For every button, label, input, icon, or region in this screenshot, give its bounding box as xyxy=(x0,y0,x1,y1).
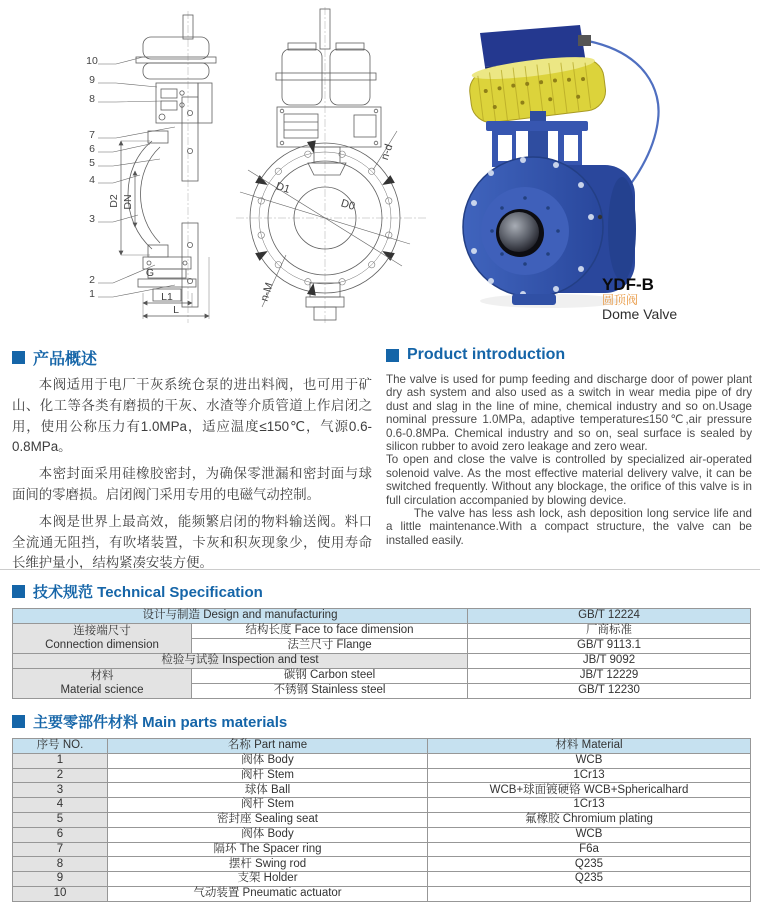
callout-6: 6 xyxy=(89,143,95,155)
blue-square-icon xyxy=(12,715,25,728)
part-no: 5 xyxy=(13,812,108,827)
table-row xyxy=(13,669,751,684)
table-row xyxy=(13,609,751,624)
parts-table xyxy=(12,738,751,902)
parts-title-text: 主要零部件材料 Main parts materials xyxy=(33,714,288,731)
callout-8: 8 xyxy=(89,93,95,105)
part-no: 2 xyxy=(13,768,108,783)
product-photo xyxy=(430,5,760,327)
table-row xyxy=(13,872,751,887)
section-divider xyxy=(0,569,760,570)
part-material: 1Cr13 xyxy=(428,798,751,813)
spec-material-label-en: Material science xyxy=(60,683,144,696)
part-no: 7 xyxy=(13,842,108,857)
tech-spec-table xyxy=(12,608,751,699)
main-parts-materials xyxy=(12,711,751,902)
spec-stainless-steel-label: 不锈钢 Stainless steel xyxy=(192,684,468,699)
part-material: Q235 xyxy=(428,872,751,887)
spec-design-label: 设计与制造 Design and manufacturing xyxy=(13,609,468,624)
part-no: 3 xyxy=(13,783,108,798)
part-name: 支架 Holder xyxy=(108,872,428,887)
blue-square-icon xyxy=(12,585,25,598)
part-material: Q235 xyxy=(428,857,751,872)
spec-connection-label-cn: 连接端尺寸 xyxy=(73,625,131,638)
part-material: F6a xyxy=(428,842,751,857)
callout-numbers xyxy=(86,55,98,300)
side-view-outline xyxy=(128,11,216,323)
part-material: WCB xyxy=(428,827,751,842)
intro-en-paragraph: The valve has less ash lock, ash deposition long service life and a little maintenance.With a compact structure, the valve can be installed easily. xyxy=(386,507,752,547)
callout-3: 3 xyxy=(89,213,95,225)
dim-label-d2: D2 xyxy=(108,194,120,208)
part-no: 8 xyxy=(13,857,108,872)
bottom-tab xyxy=(512,294,556,305)
overview-cn-body xyxy=(12,375,372,574)
model-name-en: Dome Valve xyxy=(602,306,678,322)
dim-label-dn: DN xyxy=(122,194,134,210)
front-view-drawing xyxy=(230,5,440,327)
parts-col-material: 材料 Material xyxy=(428,739,751,754)
table-row xyxy=(13,886,751,901)
tech-spec-title-text: 技术规范 Technical Specification xyxy=(33,584,263,601)
spec-material-label-cn: 材料 xyxy=(90,670,114,683)
callout-4: 4 xyxy=(89,174,95,186)
part-no: 6 xyxy=(13,827,108,842)
dim-label-d1: D1 xyxy=(274,180,292,196)
table-row xyxy=(13,783,751,798)
overview-cn-title xyxy=(12,346,372,369)
dim-label-d0: D0 xyxy=(339,197,357,213)
parts-title xyxy=(12,711,751,732)
spec-inspection-label: 检验与试验 Inspection and test xyxy=(13,654,468,669)
callout-2: 2 xyxy=(89,274,95,286)
dim-label-l1: L1 xyxy=(161,291,173,303)
part-material: WCB+球面镀硬铬 WCB+Sphericalhard xyxy=(428,783,751,798)
spec-flange-value: GB/T 9113.1 xyxy=(468,639,751,654)
part-name: 阀体 Body xyxy=(108,753,428,768)
intro-en-title xyxy=(386,346,752,364)
product-overview-cn xyxy=(12,346,372,574)
table-row xyxy=(13,857,751,872)
parts-col-name: 名称 Part name xyxy=(108,739,428,754)
overview-cn-paragraph: 本阀适用于电厂干灰系统仓泵的进出料阀，也可用于矿山、化工等各类有磨损的干灰、水渣等介质管道上作启闭之用，使用公称压力有1.0MPa，适应温度≤150℃，气源0.6-0.8MPa。 xyxy=(12,377,372,455)
product-introduction-en xyxy=(386,346,752,547)
intro-en-paragraph: The valve is used for pump feeding and discharge door of power plant dry ash system and also used as a switch in wear media pipe of dry dust and slag in the line of mine, chemical industry and so on.Usage nominal pressure 1.0MPa, adaptive temperature≤150℃,air pressure 0.6-0.8MPa. Chemical industry and so on, seal surface is sealed by silicon rubber to avoid zero leakage and zero wear. xyxy=(386,373,752,454)
table-header-row xyxy=(13,739,751,754)
table-row xyxy=(13,798,751,813)
table-row xyxy=(13,827,751,842)
spec-connection-label xyxy=(13,624,192,654)
overview-cn-title-text: 产品概述 xyxy=(33,351,98,368)
callout-leaders xyxy=(98,57,175,297)
part-no: 10 xyxy=(13,886,108,901)
dim-label-g: G xyxy=(145,267,155,279)
dim-label-nm: n-M xyxy=(258,281,276,303)
table-row xyxy=(13,654,751,669)
photo-caption xyxy=(602,275,677,322)
part-material xyxy=(428,886,751,901)
part-name: 隔环 The Spacer ring xyxy=(108,842,428,857)
spec-connection-label-en: Connection dimension xyxy=(45,638,159,651)
spec-stainless-steel-value: GB/T 12230 xyxy=(468,684,751,699)
overview-cn-paragraph: 本阀是世界上最高效，能频繁启闭的物料输送阀。料口全流通无阻挡，有吹堵装置，卡灰和积灰现象少，使用寿命长维护量小，结构紧凑安装方便。 xyxy=(12,513,372,571)
part-material: 1Cr13 xyxy=(428,768,751,783)
part-no: 1 xyxy=(13,753,108,768)
model-label: YDF-B xyxy=(602,275,654,294)
intro-en-body xyxy=(386,373,752,547)
part-name: 摆杆 Swing rod xyxy=(108,857,428,872)
part-name: 气动装置 Pneumatic actuator xyxy=(108,886,428,901)
spec-design-value: GB/T 12224 xyxy=(468,609,751,624)
part-name: 密封座 Sealing seat xyxy=(108,812,428,827)
table-row xyxy=(13,768,751,783)
tech-spec-title xyxy=(12,581,751,602)
part-material: WCB xyxy=(428,753,751,768)
spec-face-to-face-value: 厂商标准 xyxy=(468,624,751,639)
table-row xyxy=(13,842,751,857)
overview-cn-paragraph: 本密封面采用硅橡胶密封，为确保零泄漏和密封面与球面间的零磨损。启闭阀门采用专用的电磁气动控制。 xyxy=(12,466,372,502)
spec-flange-label: 法兰尺寸 Flange xyxy=(192,639,468,654)
side-view-drawing xyxy=(10,5,230,327)
part-name: 阀杆 Stem xyxy=(108,798,428,813)
centerlines xyxy=(236,7,426,325)
spec-material-label xyxy=(13,669,192,699)
part-name: 阀体 Body xyxy=(108,827,428,842)
dim-label-l: L xyxy=(173,304,179,316)
part-name: 阀杆 Stem xyxy=(108,768,428,783)
blue-square-icon xyxy=(12,351,25,364)
part-name: 球体 Ball xyxy=(108,783,428,798)
technical-specification xyxy=(12,581,751,699)
table-row xyxy=(13,624,751,639)
callout-5: 5 xyxy=(89,157,95,169)
blue-square-icon xyxy=(386,349,399,362)
table-row xyxy=(13,753,751,768)
model-name-cn: 圆顶阀 xyxy=(602,293,639,307)
spec-face-to-face-label: 结构长度 Face to face dimension xyxy=(192,624,468,639)
spec-carbon-steel-label: 碳钢 Carbon steel xyxy=(192,669,468,684)
dome-ball xyxy=(499,212,539,252)
parts-col-no: 序号 NO. xyxy=(13,739,108,754)
valve-photo-illustration xyxy=(463,25,659,305)
callout-10: 10 xyxy=(86,55,98,67)
intro-en-paragraph: To open and close the valve is controlled by specialized air-operated solenoid valve. As the most effective material delivery valve, it can be switched frequently. Without any blockage, the orifice of this valve is in full circulation accompanied by blowing device. xyxy=(386,453,752,507)
callout-9: 9 xyxy=(89,74,95,86)
part-material: 氟橡胶 Chromium plating xyxy=(428,812,751,827)
table-row xyxy=(13,812,751,827)
dim-label-nd: n-d xyxy=(378,142,396,162)
callout-7: 7 xyxy=(89,129,95,141)
callout-1: 1 xyxy=(89,288,95,300)
part-no: 9 xyxy=(13,872,108,887)
intro-en-title-text: Product introduction xyxy=(407,346,566,363)
spec-inspection-value: JB/T 9092 xyxy=(468,654,751,669)
spec-carbon-steel-value: JB/T 12229 xyxy=(468,669,751,684)
part-no: 4 xyxy=(13,798,108,813)
